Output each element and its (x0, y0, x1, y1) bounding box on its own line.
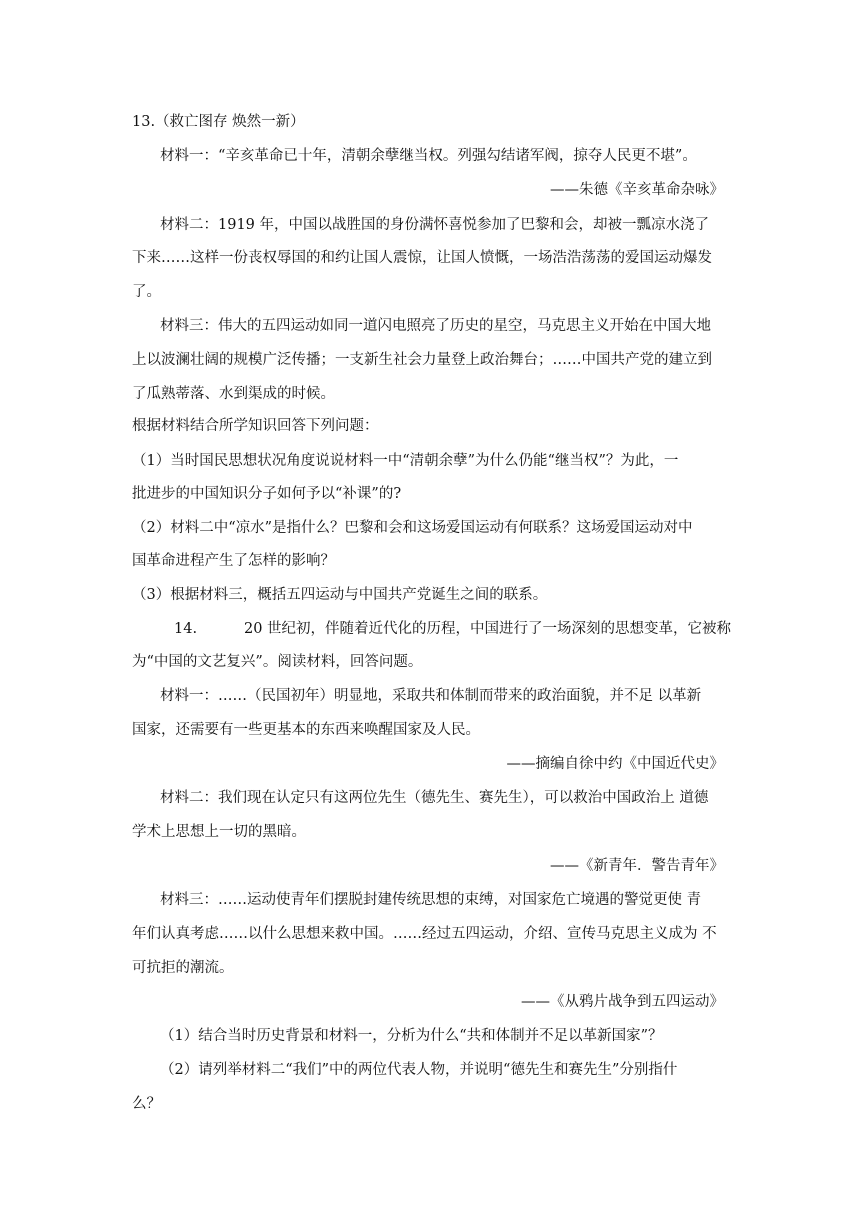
q14-material3-line3: 可抗拒的潮流。 (132, 960, 234, 976)
q14-material1-line1: 材料一：……（民国初年）明显地，采取共和体制而带来的政治面貌，并不足 以革新 (160, 688, 702, 704)
q13-material3-line2: 上以波澜壮阔的规模广泛传播；一支新生社会力量登上政治舞台；……中国共产党的建立到 (132, 352, 712, 368)
q13-material2-line3: 了。 (132, 284, 161, 300)
q14-material3-line1: 材料三：……运动使青年们摆脱封建传统思想的束缚，对国家危亡境遇的警觉更使 青 (160, 892, 702, 908)
q13-question1-line2: 批进步的中国知识分子如何予以“补课”的? (132, 486, 402, 502)
q13-material1: 材料一：“辛亥革命已十年，清朝余孽继当权。列强勾结诸军阀，掠夺人民更不堪”。 (160, 148, 697, 164)
q13-material3-line1: 材料三：伟大的五四运动如同一道闪电照亮了历史的星空，马克思主义开始在中国大地 (160, 318, 711, 334)
q13-question2-line1: （2）材料二中“凉水”是指什么？巴黎和会和这场爱国运动有何联系？这场爱国运动对中 (132, 520, 693, 536)
q14-material2-line1: 材料二：我们现在认定只有这两位先生（德先生、赛先生），可以救治中国政治上 道德 (160, 790, 709, 806)
q14-material3-line2: 年们认真考虑……以什么思想来救中国。……经过五四运动，介绍、宣传马克思主义成为 不 (132, 926, 717, 942)
q14-question1: （1）结合当时历史背景和材料一，分析为什么“共和体制并不足以革新国家”？ (160, 1028, 663, 1044)
q13-question2-line2: 国革命进程产生了怎样的影响？ (132, 553, 335, 569)
q14-material2-line2: 学术上思想上一切的黑暗。 (132, 824, 306, 840)
q14-number: 14. (174, 621, 198, 637)
q13-material1-source: ——朱德《辛亥革命杂咏》 (550, 182, 724, 198)
q14-intro-line1: 20 世纪初，伴随着近代化的历程，中国进行了一场深刻的思想变革，它被称 (244, 621, 732, 637)
q14-material2-source: ——《新青年．警告青年》 (550, 858, 724, 874)
q13-material3-line3: 了瓜熟蒂落、水到渠成的时候。 (132, 386, 335, 402)
q13-question1-line1: （1）当时国民思想状况角度说说材料一中“清朝余孽”为什么仍能“继当权”？为此，一 (132, 453, 679, 469)
q14-material1-source: ——摘编自徐中约《中国近代史》 (506, 756, 724, 772)
q13-question3: （3）根据材料三，概括五四运动与中国共产党诞生之间的联系。 (132, 587, 548, 603)
q14-intro-line2: 为“中国的文艺复兴”。阅读材料，回答问题。 (132, 654, 423, 670)
q13-title: 13.（救亡图存 焕然一新） (132, 114, 305, 130)
q13-instruction: 根据材料结合所学知识回答下列问题： (132, 418, 379, 434)
q14-material3-source: ——《从鸦片战争到五四运动》 (521, 994, 724, 1010)
q14-question2-line2: 么？ (132, 1096, 161, 1112)
q14-material1-line2: 国家，还需要有一些更基本的东西来唤醒国家及人民。 (132, 722, 480, 738)
q13-material2-line1: 材料二：1919 年，中国以战胜国的身份满怀喜悦参加了巴黎和会，却被一瓢凉水浇了 (160, 217, 710, 233)
q13-material2-line2: 下来……这样一份丧权辱国的和约让国人震惊，让国人愤慨，一场浩浩荡荡的爱国运动爆发 (132, 250, 712, 266)
q14-question2-line1: （2）请列举材料二“我们”中的两位代表人物，并说明“德先生和赛先生”分别指什 (160, 1062, 678, 1078)
